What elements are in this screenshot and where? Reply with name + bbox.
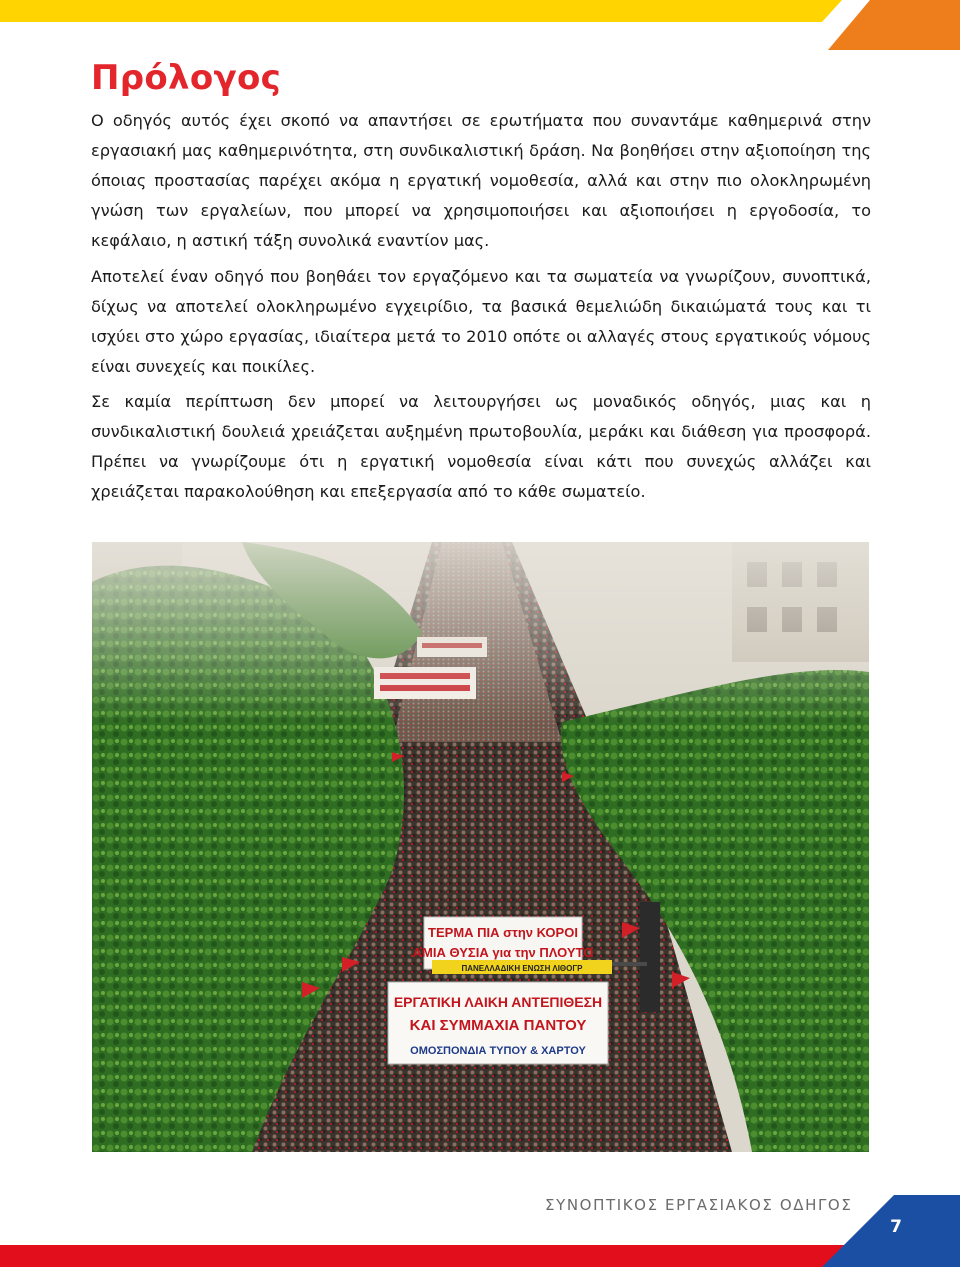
top-yellow-bar: [0, 0, 842, 22]
footer-guide-title: ΣΥΝΟΠΤΙΚΟΣ ΕΡΓΑΣΙΑΚΟΣ ΟΔΗΓΟΣ: [545, 1196, 853, 1214]
intro-paragraph-3: Σε καμία περίπτωση δεν μπορεί να λειτουργήσει ως μοναδικός οδηγός, μιας και η συνδικαλιστική δουλειά χρειάζεται αυξημένη πρωτοβουλία, μεράκι και διάθεση για προσφορά. Πρέπει να γνωρίζουμε ότι η εργατική νομοθεσία είναι κάτι που συνεχώς αλλάζει και χρειάζεται παρακολούθηση και επεξεργασία από το κάθε σωματείο.: [91, 392, 871, 501]
header-decoration: [0, 0, 960, 52]
page-number: 7: [890, 1217, 902, 1237]
page-title: Πρόλογος: [91, 58, 282, 98]
protest-march-photo: [92, 542, 869, 1152]
intro-paragraph-2: Αποτελεί έναν οδηγό που βοηθάει τον εργαζόμενο και τα σωματεία να γνωρίζουν, συνοπτικά, δίχως να αποτελεί ολοκληρωμένο εγχειρίδιο, τα βασικά θεμελιώδη δικαιώματά τους και τι ισχύει στο χώρο εργασίας, ιδιαίτερα μετά το 2010 οπότε οι αλλαγές στους εργατικούς νόμους είναι συνεχείς και ποικίλες.: [91, 267, 871, 376]
intro-paragraph-1: Ο οδηγός αυτός έχει σκοπό να απαντήσει σε ερωτήματα που συναντάμε καθημερινά στην εργασιακή μας καθημερινότητα, στη συνδικαλιστική δράση. Να βοηθήσει στην αξιοποίηση της όποιας προστασίας παρέχει ακόμα η εργατική νομοθεσία, αλλά και στην πιο ολοκληρωμένη γνώση των εργαλείων, που μπορεί να χρησιμοποιήσει και αξιοποιήσει η εργοδοσία, το κεφάλαιο, η αστική τάξη συνολικά εναντίον μας.: [91, 111, 871, 250]
footer-decoration: [0, 1195, 960, 1267]
bottom-red-bar: [0, 1245, 845, 1267]
top-orange-corner: [828, 0, 960, 50]
